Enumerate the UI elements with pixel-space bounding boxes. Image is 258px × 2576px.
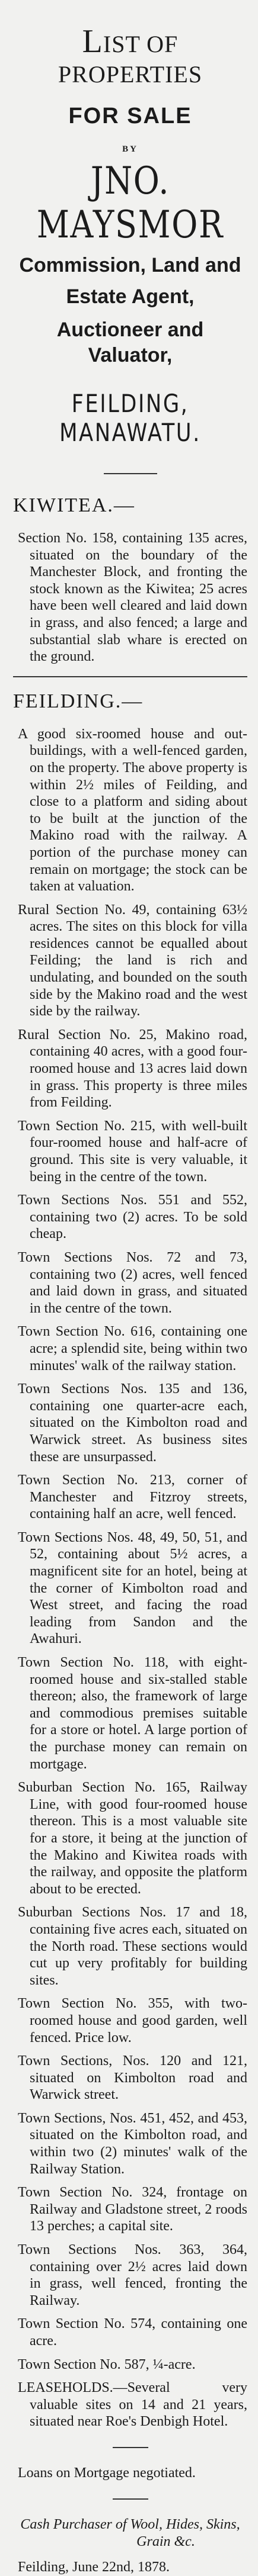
- for-sale-heading: FOR SALE: [68, 104, 192, 128]
- leaseholds-item: LEASEHOLDS.—Several very valuable sites on 14 and 21 years, situated near Roe's Denbigh Hotel.: [18, 2380, 247, 2430]
- property-listing: Town Sections Nos. 135 and 136, containing one quarter-acre each, situated on the Kimbolton road and Warwick street. As business sites these are unsurpassed.: [18, 1381, 247, 1465]
- agent-title-3: Auctioneer and Valuator,: [56, 319, 204, 366]
- agent-title-2: Estate Agent,: [66, 285, 195, 308]
- feilding-heading: FEILDING.—: [13, 690, 144, 712]
- property-listing: Town Section No. 213, corner of Manchester and Fitzroy streets, containing half an acre, well fenced.: [18, 1472, 247, 1522]
- loans-note: Loans on Mortgage negotiated.: [18, 2465, 196, 2481]
- property-listing: Section No. 158, containing 135 acres, situated on the boundary of the Manchester Block, and fronting the stock known as the Kiwitea; 25 acres have been well cleared and laid down in grass, and also fenced; a large and substantial slab whare is erected on the ground.: [18, 530, 247, 665]
- agent-name: JNO. MAYSMOR: [36, 159, 224, 247]
- property-listing: Town Section No. 616, containing one acre; a splendid site, being within two minutes' walk of the railway station.: [18, 1324, 247, 1374]
- property-listing: Town Sections Nos. 551 and 552, containing two (2) acres. To be sold cheap.: [18, 1192, 247, 1242]
- kiwitea-heading: KIWITEA.—: [13, 494, 135, 516]
- divider: [104, 473, 157, 474]
- title-initial: L: [82, 23, 103, 60]
- property-listing: Town Section No. 215, with well-built four-roomed house and half-acre of ground. This site is very valuable, it being in the centre of the town.: [18, 1118, 247, 1185]
- agent-location: FEILDING, MANAWATU.: [59, 389, 201, 447]
- dateline: Feilding, June 22nd, 1878.: [18, 2559, 170, 2575]
- property-listing: Town Section No. 324, frontage on Railway and Gladstone street, 2 roods 13 perches; a capital site.: [18, 2185, 247, 2234]
- property-listing: Town Section No. 355, with two-roomed house and good garden, well fenced. Price low.: [18, 1996, 247, 2046]
- property-listing: Town Sections Nos. 72 and 73, containing two (2) acres, well fenced and laid down in grass, and situated in the centre of the town.: [18, 1249, 247, 1316]
- property-listing: Town Sections Nos. 48, 49, 50, 51, and 52, containing about 5½ acres, a magnificent site for an hotel, being at the corner of Kimbolton road and West street, and facing the road leading from Sandon and the Awahuri.: [18, 1529, 247, 1647]
- property-listing: Town Section No. 587, ¼-acre.: [18, 2356, 196, 2372]
- property-listing: Town Sections, Nos. 120 and 121, situated on Kimbolton road and Warwick street.: [18, 2053, 247, 2103]
- cash-purchaser-line-1: Cash Purchaser of Wool, Hides, Skins,: [20, 2516, 240, 2532]
- property-listing: Town Section No. 574, containing one acre.: [18, 2316, 247, 2349]
- divider: [113, 2498, 148, 2500]
- property-listing: Suburban Section No. 165, Railway Line, with good four-roomed house thereon. This is a most valuable site for a store, it being at the junction of the Makino and Kiwitea roads with the railway, and opposite the platform about to be erected.: [18, 1780, 247, 1897]
- property-listing: Town Sections, Nos. 451, 452, and 453, situated on the Kimbolton road, and within two (2) minutes' walk of the Railway Station.: [18, 2110, 247, 2177]
- section-rule: [13, 676, 247, 677]
- by-line: BY: [122, 144, 138, 154]
- kiwitea-list: [13, 530, 247, 665]
- property-listing: Town Sections Nos. 363, 364, containing over 2½ acres laid down in grass, well fenced, fronting the Railway.: [18, 2242, 247, 2308]
- property-listing: A good six-roomed house and out-buildings, with a well-fenced garden, on the property. The above property is within 2½ miles of Feilding, and close to a platform and siding about to be built at the junction of the Makino road with the railway. A portion of the purchase money can remain on mortgage; the stock can be taken at valuation.: [18, 726, 247, 895]
- property-listing: Rural Section No. 25, Makino road, containing 40 acres, with a good four-roomed house and 13 acres laid down in grass. This property is three miles from Feilding.: [18, 1027, 247, 1111]
- agent-title-1: Commission, Land and: [19, 254, 241, 276]
- property-listing: Rural Section No. 49, containing 63½ acres. The sites on this block for villa residences cannot be equalled about Feilding; the land is rich and undulating, and bounded on the south side by the Makino road and the west side by the railway.: [18, 902, 247, 1020]
- property-listing: Suburban Sections Nos. 17 and 18, containing five acres each, situated on the North road. These sections would cut up very profitably for building sites.: [18, 1905, 247, 1988]
- feilding-list: [13, 726, 247, 2373]
- divider: [113, 2447, 148, 2448]
- property-listing: Town Section No. 118, with eight-roomed house and six-stalled stable thereon; also, the framework of large and commodious premises suitable for a store or hotel. A large portion of the purchase money can remain on mortgage.: [18, 1655, 247, 1772]
- cash-purchaser-line-2: Grain &c.: [136, 2533, 195, 2549]
- advert-title: [13, 22, 247, 88]
- title-rest: IST OF PROPERTIES: [58, 31, 203, 88]
